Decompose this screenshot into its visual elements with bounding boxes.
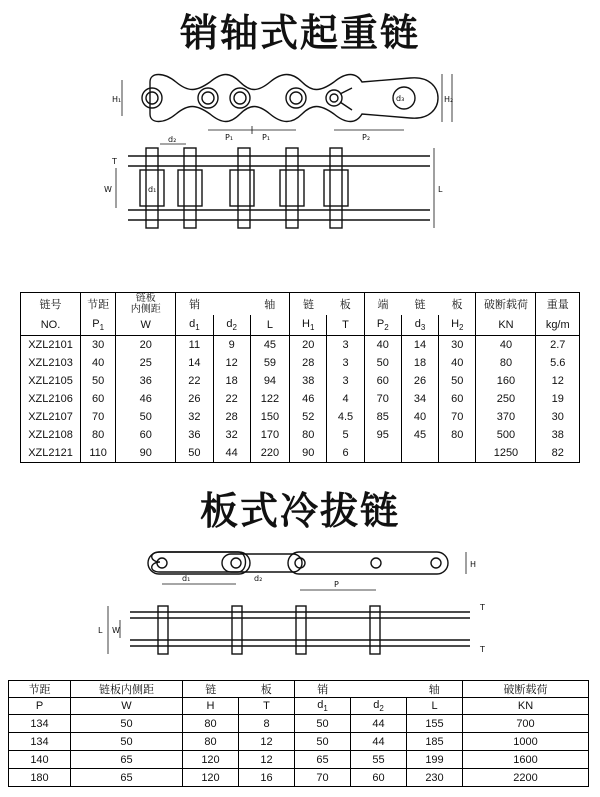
table-cell: 3 bbox=[327, 354, 364, 372]
table-cell: 28 bbox=[290, 354, 327, 372]
table-cell: 95 bbox=[364, 426, 401, 444]
table-cell: XZL2106 bbox=[28, 393, 73, 405]
table-cell: 18 bbox=[213, 372, 250, 390]
table-cell: 120 bbox=[183, 751, 239, 769]
header-cell: 链板内侧距 bbox=[71, 681, 183, 698]
table-cell: 19 bbox=[536, 390, 580, 408]
pin bbox=[184, 148, 196, 228]
table-cell: 65 bbox=[295, 751, 351, 769]
table-cell: 50 bbox=[439, 372, 476, 390]
table-cell: 82 bbox=[536, 444, 580, 463]
table-cell: 46 bbox=[116, 390, 176, 408]
table-row bbox=[21, 408, 580, 426]
table-cell: 3 bbox=[327, 372, 364, 390]
label-t: T bbox=[112, 157, 117, 166]
subheader-cell: $P_2$ bbox=[364, 315, 401, 336]
table-row bbox=[9, 715, 589, 733]
table-cell: 34 bbox=[401, 390, 438, 408]
pin-chain-spec-table bbox=[20, 292, 580, 463]
table-cell: 4.5 bbox=[327, 408, 364, 426]
table-row bbox=[9, 733, 589, 751]
label-p: P bbox=[334, 580, 339, 589]
table-row bbox=[9, 751, 589, 769]
table-cell: 22 bbox=[176, 372, 213, 390]
pin bbox=[296, 606, 306, 654]
label-w: W bbox=[104, 185, 112, 194]
table-cell: XZL2103 bbox=[28, 357, 73, 369]
table-cell: 38 bbox=[536, 426, 580, 444]
table-cell: 12 bbox=[239, 733, 295, 751]
table-cell: 90 bbox=[290, 444, 327, 463]
table-cell: 44 bbox=[213, 444, 250, 463]
plate-chain-spec-table bbox=[8, 680, 589, 787]
header-cell: 节距 bbox=[81, 293, 116, 316]
pin-hole bbox=[286, 88, 306, 108]
header-cell: 板 bbox=[239, 681, 295, 698]
table-cell: 122 bbox=[250, 390, 289, 408]
table-row bbox=[21, 444, 580, 463]
subheader-cell: L bbox=[407, 698, 463, 715]
table-cell: 80 bbox=[439, 426, 476, 444]
header-cell: 端 bbox=[364, 293, 401, 316]
table-subheader-row bbox=[21, 315, 580, 336]
header-cell: 轴 bbox=[407, 681, 463, 698]
table-cell: 2.7 bbox=[536, 336, 580, 355]
header-cell: 破断载荷 bbox=[463, 681, 589, 698]
table-cell: 65 bbox=[71, 769, 183, 787]
table-cell: 60 bbox=[116, 426, 176, 444]
table-cell: 50 bbox=[176, 444, 213, 463]
table-cell: 30 bbox=[81, 336, 116, 355]
table-header-row bbox=[21, 293, 580, 316]
pin bbox=[232, 606, 242, 654]
table-cell: 70 bbox=[364, 390, 401, 408]
pin bbox=[238, 148, 250, 228]
table-cell: 160 bbox=[476, 372, 536, 390]
table-cell: 14 bbox=[401, 336, 438, 355]
table-cell: 40 bbox=[81, 354, 116, 372]
table-cell: 1000 bbox=[463, 733, 589, 751]
subheader-cell: $d_3$ bbox=[401, 315, 438, 336]
table-cell: 4 bbox=[327, 390, 364, 408]
subheader-cell: NO. bbox=[21, 315, 81, 336]
subheader-cell: W bbox=[116, 315, 176, 336]
table-row bbox=[21, 390, 580, 408]
header-cell: 销 bbox=[295, 681, 351, 698]
table-cell: 65 bbox=[71, 751, 183, 769]
subheader-cell: T bbox=[327, 315, 364, 336]
table-cell: 70 bbox=[439, 408, 476, 426]
table-cell: 40 bbox=[439, 354, 476, 372]
table-cell: 80 bbox=[183, 715, 239, 733]
label-l: L bbox=[98, 626, 103, 635]
label-p1b: P₁ bbox=[262, 133, 271, 142]
table-row bbox=[21, 426, 580, 444]
table-cell: 50 bbox=[71, 733, 183, 751]
subheader-cell: $H_2$ bbox=[439, 315, 476, 336]
pin-hole bbox=[326, 90, 342, 106]
table-cell: 59 bbox=[250, 354, 289, 372]
header-cell: 板 bbox=[451, 299, 463, 311]
table-cell: 230 bbox=[407, 769, 463, 787]
table-cell: 1250 bbox=[476, 444, 536, 463]
table-cell: 70 bbox=[81, 408, 116, 426]
plate-link bbox=[148, 552, 250, 574]
table-cell: 46 bbox=[290, 390, 327, 408]
table-cell: 155 bbox=[407, 715, 463, 733]
table-cell: 12 bbox=[239, 751, 295, 769]
subheader-cell: $d_1$ bbox=[295, 698, 351, 715]
header-cell: 销 bbox=[176, 293, 213, 316]
table-cell: 140 bbox=[9, 751, 71, 769]
subheader-cell: P bbox=[9, 698, 71, 715]
table-cell: 20 bbox=[290, 336, 327, 355]
table-subheader-row bbox=[9, 698, 589, 715]
table-cell: 220 bbox=[250, 444, 289, 463]
table-cell: 370 bbox=[476, 408, 536, 426]
subheader-cell: KN bbox=[463, 698, 589, 715]
table-row bbox=[21, 372, 580, 390]
subheader-cell: $P_1$ bbox=[81, 315, 116, 336]
table-cell: XZL2105 bbox=[28, 375, 73, 387]
table-cell: 50 bbox=[295, 715, 351, 733]
pin bbox=[330, 148, 342, 228]
table-cell: 120 bbox=[183, 769, 239, 787]
subheader-cell: kg/m bbox=[536, 315, 580, 336]
pin bbox=[158, 606, 168, 654]
table-cell: 60 bbox=[351, 769, 407, 787]
bushing bbox=[178, 170, 202, 206]
table-cell: 70 bbox=[295, 769, 351, 787]
label-t-top: T bbox=[480, 603, 485, 612]
bushing bbox=[324, 170, 348, 206]
subheader-cell: KN bbox=[476, 315, 536, 336]
header-cell: 链 bbox=[290, 293, 327, 316]
table-cell: 110 bbox=[81, 444, 116, 463]
label-d1: d₁ bbox=[182, 574, 191, 583]
header-cell: 重量 bbox=[536, 293, 580, 316]
header-cell: 破断载荷 bbox=[476, 293, 536, 316]
table-cell: 28 bbox=[213, 408, 250, 426]
subheader-cell: W bbox=[71, 698, 183, 715]
label-h: H bbox=[470, 560, 477, 569]
table-cell: 12 bbox=[536, 372, 580, 390]
table-cell: XZL2101 bbox=[28, 339, 73, 351]
pin-hole bbox=[142, 88, 162, 108]
label-w: W bbox=[112, 626, 120, 635]
label-p2: P₂ bbox=[362, 133, 371, 142]
table-cell: 80 bbox=[476, 354, 536, 372]
table-cell: 45 bbox=[250, 336, 289, 355]
table-cell: 32 bbox=[213, 426, 250, 444]
bushing bbox=[280, 170, 304, 206]
table-cell: 55 bbox=[351, 751, 407, 769]
table-cell: 250 bbox=[476, 390, 536, 408]
table-cell: 20 bbox=[116, 336, 176, 355]
subheader-cell: $d_2$ bbox=[351, 698, 407, 715]
header-cell: 板 bbox=[339, 299, 351, 311]
pin-hole bbox=[198, 88, 218, 108]
table-cell: 5.6 bbox=[536, 354, 580, 372]
table-cell: 40 bbox=[364, 336, 401, 355]
subheader-cell: $d_1$ bbox=[176, 315, 213, 336]
table-cell: 60 bbox=[81, 390, 116, 408]
subheader-cell: T bbox=[239, 698, 295, 715]
header-cell: 链 bbox=[414, 299, 426, 311]
table-cell: 40 bbox=[476, 336, 536, 355]
label-d2: d₂ bbox=[168, 135, 177, 144]
table-cell: 50 bbox=[71, 715, 183, 733]
table-header-row bbox=[9, 681, 589, 698]
pin-hole bbox=[230, 88, 250, 108]
table-cell: 12 bbox=[213, 354, 250, 372]
table-row bbox=[21, 336, 580, 355]
table-cell: 180 bbox=[9, 769, 71, 787]
table-cell: 199 bbox=[407, 751, 463, 769]
table-cell: 60 bbox=[364, 372, 401, 390]
table-cell: 2200 bbox=[463, 769, 589, 787]
table-cell: 3 bbox=[327, 336, 364, 355]
table-cell: 150 bbox=[250, 408, 289, 426]
header-cell: 链 bbox=[183, 681, 239, 698]
label-l: L bbox=[438, 185, 443, 194]
subheader-cell: H bbox=[183, 698, 239, 715]
table-cell: 9 bbox=[213, 336, 250, 355]
plate-chain-drawing bbox=[0, 540, 600, 680]
table-cell: 40 bbox=[401, 408, 438, 426]
table-cell: 36 bbox=[176, 426, 213, 444]
label-h1: H₁ bbox=[112, 95, 122, 104]
table-cell bbox=[439, 444, 476, 463]
table-cell: 25 bbox=[116, 354, 176, 372]
subheader-cell: $d_2$ bbox=[213, 315, 250, 336]
table-cell: 1600 bbox=[463, 751, 589, 769]
table-cell: 80 bbox=[183, 733, 239, 751]
table-cell: 50 bbox=[116, 408, 176, 426]
label-t-bottom: T bbox=[480, 645, 485, 654]
table-row bbox=[21, 354, 580, 372]
pin bbox=[370, 606, 380, 654]
table-cell: 16 bbox=[239, 769, 295, 787]
table-cell: 45 bbox=[401, 426, 438, 444]
header-cell: 轴 bbox=[264, 299, 276, 311]
table-cell: 32 bbox=[176, 408, 213, 426]
label-d3: d₃ bbox=[396, 94, 405, 103]
table-cell bbox=[364, 444, 401, 463]
table-cell: 134 bbox=[9, 715, 71, 733]
table-cell bbox=[401, 444, 438, 463]
table-cell: 8 bbox=[239, 715, 295, 733]
table-cell: 11 bbox=[176, 336, 213, 355]
table-cell: 22 bbox=[213, 390, 250, 408]
label-p1a: P₁ bbox=[225, 133, 234, 142]
table-cell: 30 bbox=[536, 408, 580, 426]
table-cell: 170 bbox=[250, 426, 289, 444]
table-cell: 44 bbox=[351, 715, 407, 733]
pin bbox=[286, 148, 298, 228]
table-cell: 6 bbox=[327, 444, 364, 463]
table-cell: 52 bbox=[290, 408, 327, 426]
plate-link bbox=[288, 552, 448, 574]
table-cell: 30 bbox=[439, 336, 476, 355]
table-cell: 50 bbox=[81, 372, 116, 390]
page-title-pin-chain: 销轴式起重链 bbox=[179, 11, 420, 55]
table-cell: 90 bbox=[116, 444, 176, 463]
table-cell: 18 bbox=[401, 354, 438, 372]
table-cell: 500 bbox=[476, 426, 536, 444]
table-cell: 38 bbox=[290, 372, 327, 390]
page-title-plate-chain: 板式冷拔链 bbox=[199, 489, 400, 533]
table-cell: 5 bbox=[327, 426, 364, 444]
table-cell: 700 bbox=[463, 715, 589, 733]
table-cell: 26 bbox=[401, 372, 438, 390]
subheader-cell: $H_1$ bbox=[290, 315, 327, 336]
table-cell: 85 bbox=[364, 408, 401, 426]
table-cell: 50 bbox=[364, 354, 401, 372]
table-cell: 185 bbox=[407, 733, 463, 751]
label-d2: d₂ bbox=[254, 574, 263, 583]
table-cell: 50 bbox=[295, 733, 351, 751]
table-cell: XZL2121 bbox=[28, 447, 73, 459]
table-cell: 80 bbox=[290, 426, 327, 444]
table-cell: 26 bbox=[176, 390, 213, 408]
chain-outline-top bbox=[150, 75, 438, 122]
label-h2: H₂ bbox=[444, 95, 454, 104]
subheader-cell: L bbox=[250, 315, 289, 336]
header-cell: 链板 内侧距 bbox=[116, 293, 176, 316]
table-cell: 44 bbox=[351, 733, 407, 751]
label-d1: d₁ bbox=[148, 185, 157, 194]
table-row bbox=[9, 769, 589, 787]
table-cell: 80 bbox=[81, 426, 116, 444]
pin-chain-drawing bbox=[0, 48, 600, 298]
header-cell: 节距 bbox=[9, 681, 71, 698]
table-cell: 14 bbox=[176, 354, 213, 372]
table-cell: XZL2108 bbox=[28, 429, 73, 441]
table-cell: 94 bbox=[250, 372, 289, 390]
table-cell: 134 bbox=[9, 733, 71, 751]
table-cell: 36 bbox=[116, 372, 176, 390]
table-cell: 60 bbox=[439, 390, 476, 408]
table-cell: XZL2107 bbox=[28, 411, 73, 423]
header-cell: 链号 bbox=[39, 299, 62, 311]
